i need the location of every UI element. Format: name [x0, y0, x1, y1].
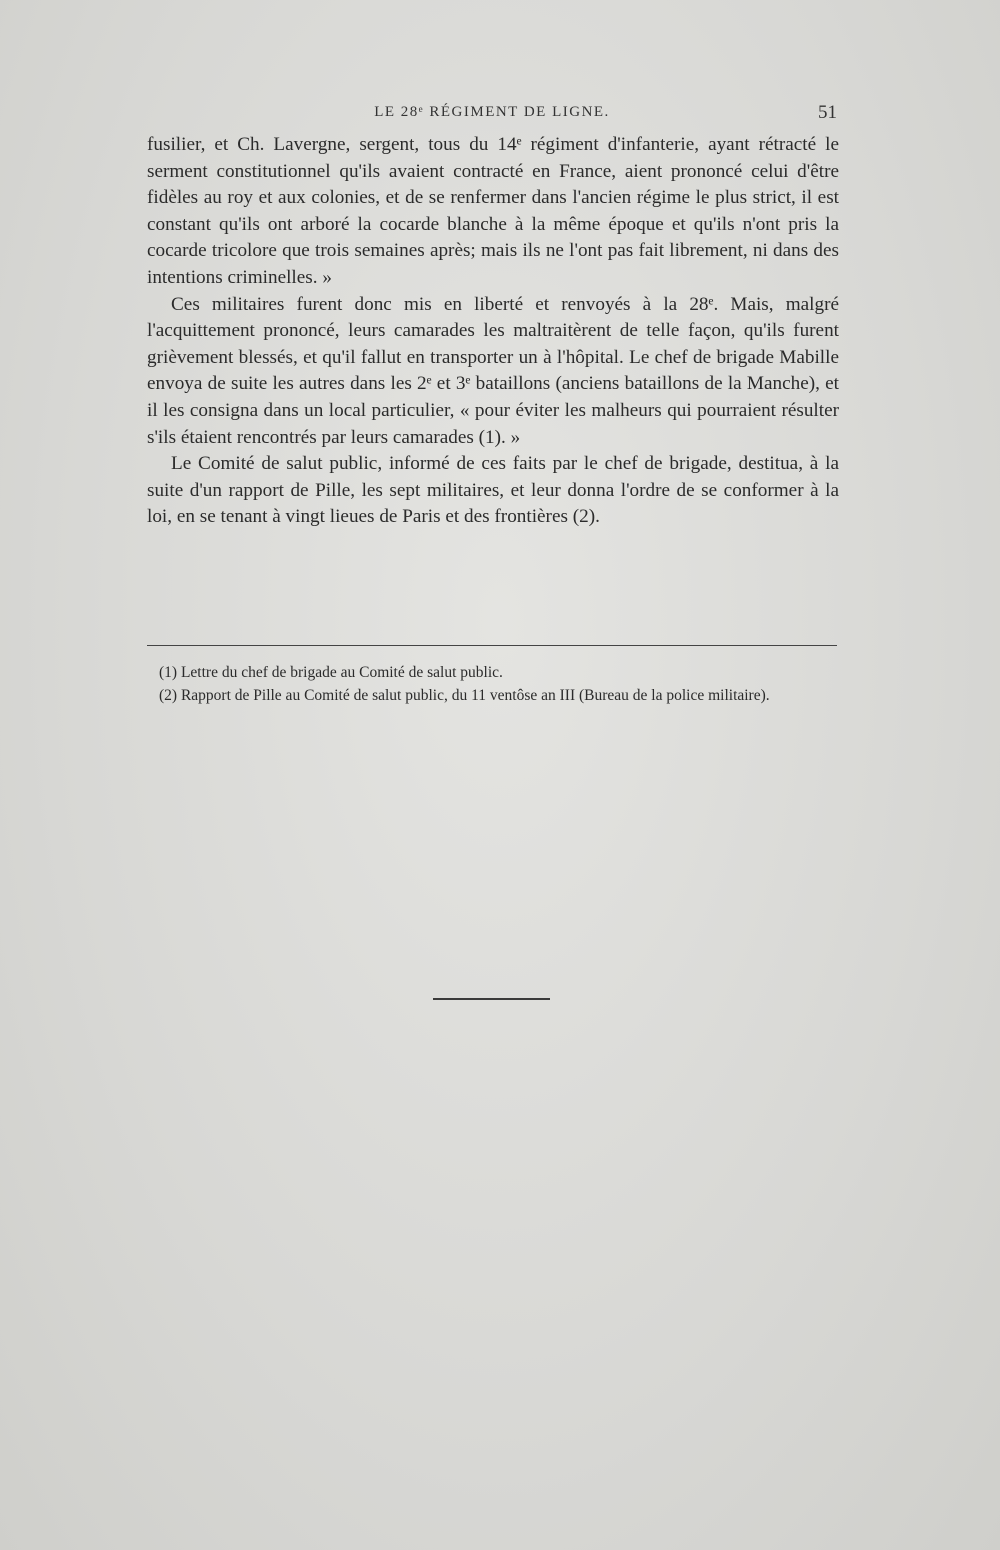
- footnote-2: (2) Rapport de Pille au Comité de salut public, du 11 ventôse an III (Bureau de la police militaire).: [159, 687, 770, 704]
- footnote-1: (1) Lettre du chef de brigade au Comité de salut public.: [159, 664, 503, 681]
- running-title: LE 28ᵉ RÉGIMENT DE LIGNE.: [374, 104, 610, 120]
- body-text: [147, 132, 839, 531]
- paragraph-3: Le Comité de salut public, informé de ces faits par le chef de brigade, destitua, à la suite d'un rapport de Pille, les sept militaires, et leur donna l'ordre de se conformer à la loi, en se tenant à vingt lieues de Paris et des frontières (2).: [147, 453, 839, 528]
- end-of-chapter-rule: [433, 998, 550, 1000]
- page-header: [147, 100, 837, 126]
- page-number: 51: [818, 102, 837, 123]
- footnote-separator: [147, 645, 837, 646]
- paragraph-1: fusilier, et Ch. Lavergne, sergent, tous du 14ᵉ régiment d'infanterie, ayant rétracté le serment constitutionnel qu'ils avaient contracté en France, aient prononcé celui d'être fidèles au roy et aux colonies, et de se renfermer dans l'ancien régime le plus strict, il est constant qu'ils ont arboré la cocarde blanche à la même époque et qu'ils n'ont pris la cocarde tricolore que trois semaines après; mais ils ne l'ont pas fait librement, ni dans des intentions criminelles. »: [147, 134, 839, 288]
- footnotes: [147, 663, 837, 709]
- paragraph-2: Ces militaires furent donc mis en liberté et renvoyés à la 28ᵉ. Mais, malgré l'acquittement prononcé, leurs camarades les maltraitèrent de telle façon, qu'ils furent grièvement blessés, et qu'il fallut en transporter un à l'hôpital. Le chef de brigade Mabille envoya de suite les autres dans les 2ᵉ et 3ᵉ bataillons (anciens bataillons de la Manche), et il les consigna dans un local particulier, « pour éviter les malheurs qui pourraient résulter s'ils étaient rencontrés par leurs camarades (1). »: [147, 293, 839, 448]
